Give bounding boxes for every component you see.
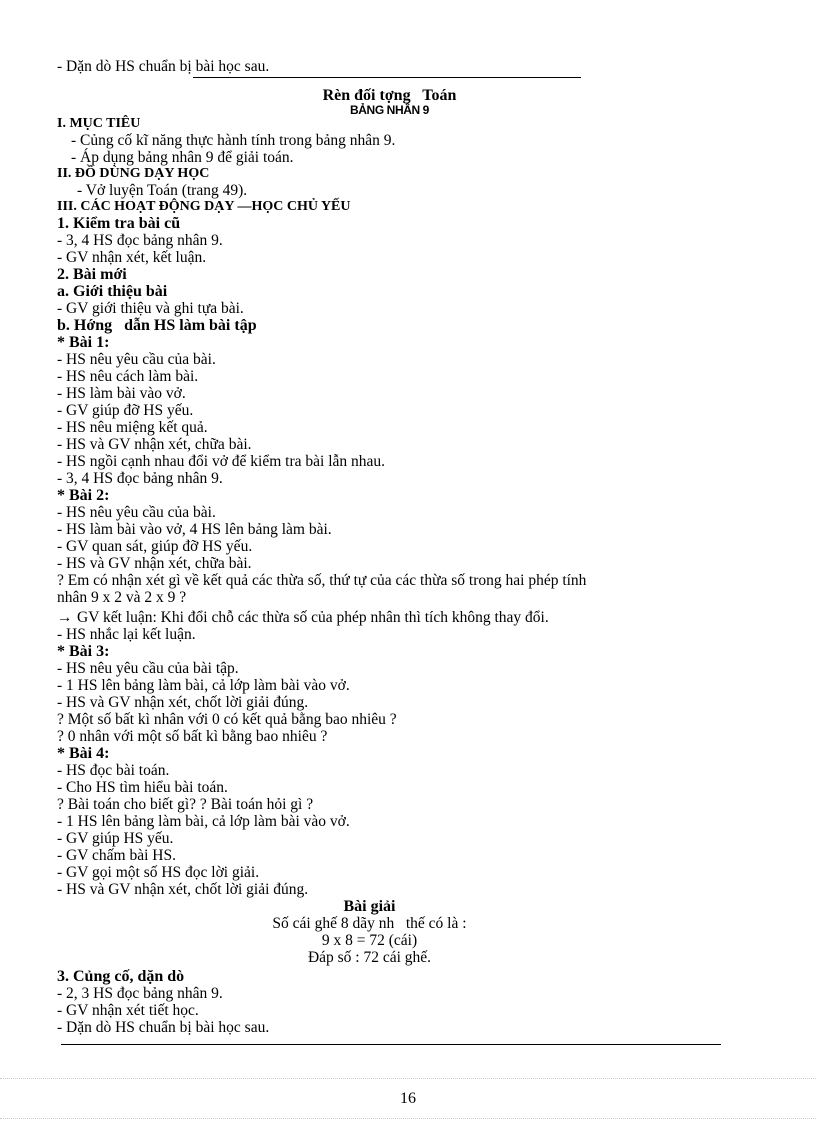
exercise1-item: - 3, 4 HS đọc bảng nhân 9. <box>57 470 223 487</box>
materials-item: - Vở luyện Toán (trang 49). <box>77 182 248 199</box>
conclusion-text: GV kết luận: Khi đổi chỗ các thừa số của phép nhân thì tích không thay đổi. <box>77 609 549 626</box>
exercise3-item: ? 0 nhân với một số bất kì bằng bao nhiêu ? <box>57 728 328 745</box>
exercise2-item: - HS và GV nhận xét, chữa bài. <box>57 555 252 572</box>
exercise4-item: - GV giúp HS yếu. <box>57 830 174 847</box>
exercise2-item: - GV quan sát, giúp đỡ HS yếu. <box>57 538 253 555</box>
lesson-subtitle: BẢNG NHÂN 9 <box>350 103 429 117</box>
exercise4-item: - HS và GV nhận xét, chốt lời giải đúng. <box>57 881 309 898</box>
exercise4-item: - 1 HS lên bảng làm bài, cả lớp làm bài vào vở. <box>57 813 350 830</box>
exercise3-item: ? Một số bất kì nhân với 0 có kết quả bằng bao nhiêu ? <box>57 711 397 728</box>
footer-dotted-line <box>0 1078 816 1079</box>
footer-dotted-line-lower <box>0 1118 816 1119</box>
part2b-title: b. Hớng dẫn HS làm bài tập <box>57 317 257 334</box>
exercise2-title: * Bài 2: <box>57 487 110 504</box>
exercise4-item: - GV gọi một số HS đọc lời giải. <box>57 864 260 881</box>
exercise2-item: - HS nhắc lại kết luận. <box>57 626 196 643</box>
part3-item: - Dặn dò HS chuẩn bị bài học sau. <box>57 1019 270 1036</box>
document-page <box>57 58 722 1045</box>
top-divider <box>193 77 581 78</box>
exercise3-item: - HS nêu yêu cầu của bài tập. <box>57 660 239 677</box>
exercise3-title: * Bài 3: <box>57 643 110 660</box>
solution-line: Số cái ghế 8 dãy nh thế có là : <box>272 915 467 932</box>
exercise4-item: ? Bài toán cho biết gì? ? Bài toán hỏi gì ? <box>57 796 314 813</box>
section-activities-title: III. CÁC HOẠT ĐỘNG DẠY —HỌC CHỦ YẾU <box>57 199 351 214</box>
objective-item: - Củng cố kĩ năng thực hành tính trong bảng nhân 9. <box>71 132 396 149</box>
exercise1-item: - HS nêu cách làm bài. <box>57 368 199 385</box>
part3-item: - GV nhận xét tiết học. <box>57 1002 199 1019</box>
exercise1-item: - GV giúp đỡ HS yếu. <box>57 402 194 419</box>
exercise1-title: * Bài 1: <box>57 334 110 351</box>
exercise3-item: - 1 HS lên bảng làm bài, cả lớp làm bài vào vở. <box>57 677 350 694</box>
exercise3-item: - HS và GV nhận xét, chốt lời giải đúng. <box>57 694 309 711</box>
exercise2-question: ? Em có nhận xét gì về kết quả các thừa số, thứ tự của các thừa số trong hai phép tính <box>57 572 587 589</box>
exercise4-item: - GV chấm bài HS. <box>57 847 176 864</box>
solution-title: Bài giải <box>343 898 396 915</box>
part1-item: - GV nhận xét, kết luận. <box>57 249 207 266</box>
solution-answer: Đáp số : 72 cái ghế. <box>307 949 432 966</box>
part2-title: 2. Bài mới <box>57 266 127 283</box>
lesson-title: Rèn đối tợng Toán <box>322 87 457 104</box>
part3-title: 3. Củng cố, dặn dò <box>57 968 185 985</box>
objective-item: - Áp dụng bảng nhân 9 để giải toán. <box>71 149 294 166</box>
exercise2-conclusion <box>57 609 722 626</box>
previous-lesson-last-line: - Dặn dò HS chuẩn bị bài học sau. <box>57 58 270 75</box>
part3-item: - 2, 3 HS đọc bảng nhân 9. <box>57 985 223 1002</box>
exercise2-question-cont: nhân 9 x 2 và 2 x 9 ? <box>57 589 187 606</box>
bottom-divider <box>61 1044 721 1045</box>
exercise4-title: * Bài 4: <box>57 745 110 762</box>
section-objectives-title: I. MỤC TIÊU <box>57 116 141 131</box>
part1-item: - 3, 4 HS đọc bảng nhân 9. <box>57 232 223 249</box>
part2a-title: a. Giới thiệu bài <box>57 283 168 300</box>
exercise4-item: - Cho HS tìm hiểu bài toán. <box>57 779 228 796</box>
part2a-item: - GV giới thiệu và ghi tựa bài. <box>57 300 244 317</box>
solution-block <box>117 898 622 966</box>
arrow-right-icon: → <box>57 609 73 626</box>
exercise2-item: - HS nêu yêu cầu của bài. <box>57 504 216 521</box>
section-materials-title: II. ĐỒ DÙNG DẠY HỌC <box>57 166 210 181</box>
exercise4-item: - HS đọc bài toán. <box>57 762 170 779</box>
exercise1-item: - HS và GV nhận xét, chữa bài. <box>57 436 252 453</box>
solution-line: 9 x 8 = 72 (cái) <box>321 932 418 949</box>
exercise1-item: - HS ngồi cạnh nhau đổi vở để kiểm tra bài lẫn nhau. <box>57 453 386 470</box>
exercise1-item: - HS nêu yêu cầu của bài. <box>57 351 216 368</box>
exercise1-item: - HS nêu miệng kết quả. <box>57 419 208 436</box>
page-number: 16 <box>400 1090 416 1107</box>
exercise2-item: - HS làm bài vào vở, 4 HS lên bảng làm bài. <box>57 521 332 538</box>
exercise1-item: - HS làm bài vào vở. <box>57 385 186 402</box>
part1-title: 1. Kiểm tra bài cũ <box>57 215 181 232</box>
